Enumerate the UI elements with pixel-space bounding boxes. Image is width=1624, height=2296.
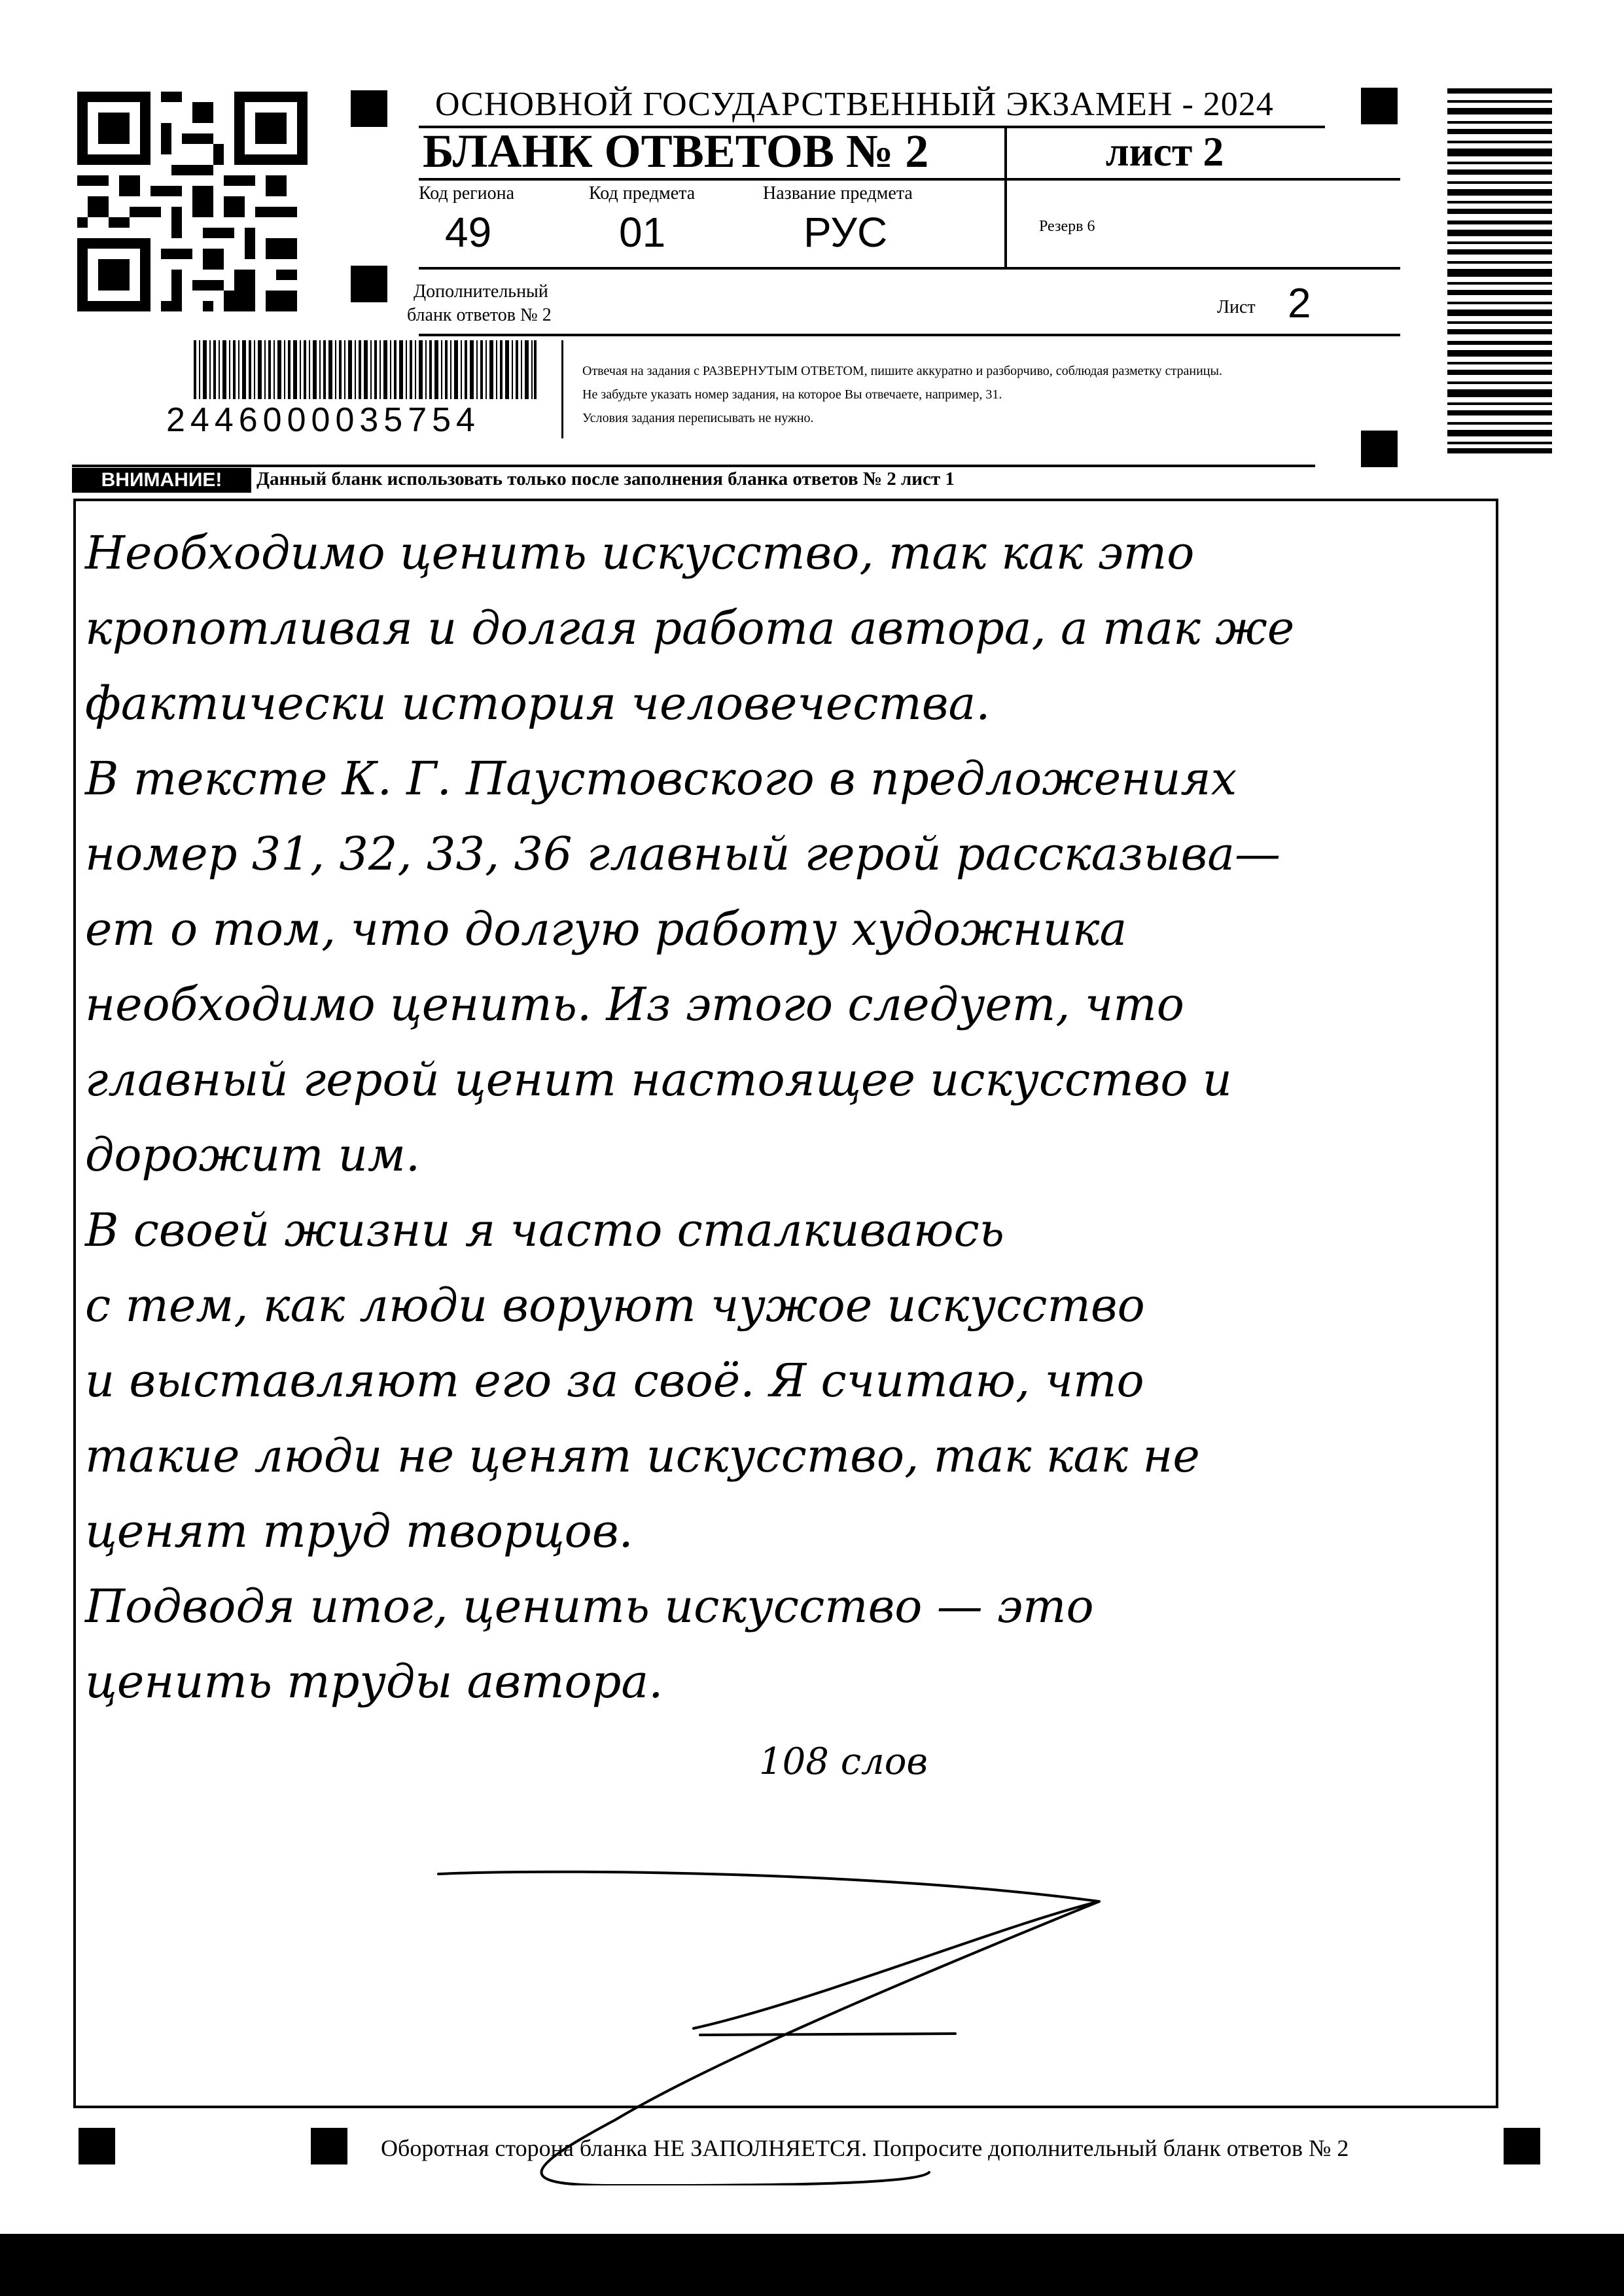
answer-line: фактически история человечества. (85, 677, 991, 730)
answer-line: кропотливая и долгая работа автора, а так же (85, 601, 1295, 655)
sheet-title: лист 2 (1105, 128, 1224, 175)
instruction-line: Отвечая на задания с РАЗВЕРНУТЫМ ОТВЕТОМ, пишите аккуратно и разборчиво, соблюдая разметку страницы. (582, 364, 1222, 378)
registration-mark (351, 266, 387, 302)
answer-line: и выставляют его за своё. Я считаю, что (85, 1354, 1144, 1407)
registration-mark (79, 2128, 115, 2164)
answer-line: В тексте К. Г. Паустовского в предложениях (85, 752, 1237, 805)
additional-label: Дополнительный (414, 281, 548, 302)
answer-line: такие люди не ценят искусство, так как не (85, 1429, 1200, 1483)
header-rule (419, 267, 1400, 270)
region-code: 49 (445, 209, 492, 256)
footer-note: Оборотная сторона бланка НЕ ЗАПОЛНЯЕТСЯ. Попросите дополнительный бланк ответов № 2 (381, 2135, 1349, 2161)
additional-label: бланк ответов № 2 (407, 305, 552, 325)
subject-code: 01 (619, 209, 666, 256)
instruction-line: Условия задания переписывать не нужно. (582, 411, 814, 425)
registration-mark (1504, 2128, 1540, 2164)
barcode-number: 2446000035754 (166, 401, 480, 439)
scan-border (0, 2234, 1624, 2296)
warning-rule (72, 465, 1315, 467)
answer-line: ценят труд творцов. (85, 1504, 633, 1558)
registration-mark (311, 2128, 347, 2164)
exam-title: ОСНОВНОЙ ГОСУДАРСТВЕННЫЙ ЭКЗАМЕН - 2024 (435, 86, 1274, 123)
answer-line: дорожит им. (85, 1128, 421, 1182)
sheet-label: Лист (1217, 297, 1256, 317)
warning-text: Данный бланк использовать только после заполнения бланка ответов № 2 лист 1 (256, 468, 955, 489)
header-rule (419, 334, 1400, 336)
barcode-divider (561, 340, 563, 438)
registration-mark (351, 90, 387, 127)
side-barcode (1447, 88, 1552, 455)
answer-line: с тем, как люди воруют чужое искусство (85, 1279, 1145, 1332)
answer-line: В своей жизни я часто сталкиваюсь (85, 1203, 1004, 1257)
answer-line: Необходимо ценить искусство, так как это (85, 526, 1195, 580)
sheet-number: 2 (1288, 279, 1311, 327)
qr-code (77, 92, 308, 311)
header-rule (419, 178, 1400, 181)
instruction-line: Не забудьте указать номер задания, на которое Вы отвечаете, например, 31. (582, 387, 1002, 402)
barcode (194, 340, 537, 399)
subject-code-label: Код предмета (589, 183, 696, 203)
answer-line: необходимо ценить. Из этого следует, что (85, 978, 1184, 1031)
word-count: 108 слов (759, 1740, 928, 1783)
reserve-label: Резерв 6 (1039, 218, 1095, 235)
answer-line: номер 31, 32, 33, 36 главный герой рассказыва— (85, 827, 1280, 881)
warning-badge: ВНИМАНИЕ! (72, 468, 251, 493)
answer-line: ет о том, что долгую работу художника (85, 902, 1127, 956)
subject-name: РУС (803, 209, 888, 256)
subject-name-label: Название предмета (763, 183, 913, 203)
answer-line: главный герой ценит настоящее искусство и (85, 1053, 1232, 1106)
registration-mark (1361, 431, 1398, 467)
header-divider (1004, 126, 1007, 268)
blank-title: БЛАНК ОТВЕТОВ № 2 (423, 125, 929, 177)
answer-line: ценить труды автора. (85, 1655, 663, 1708)
registration-mark (1361, 88, 1398, 124)
answer-line: Подводя итог, ценить искусство — это (85, 1580, 1094, 1633)
region-code-label: Код региона (419, 183, 515, 203)
